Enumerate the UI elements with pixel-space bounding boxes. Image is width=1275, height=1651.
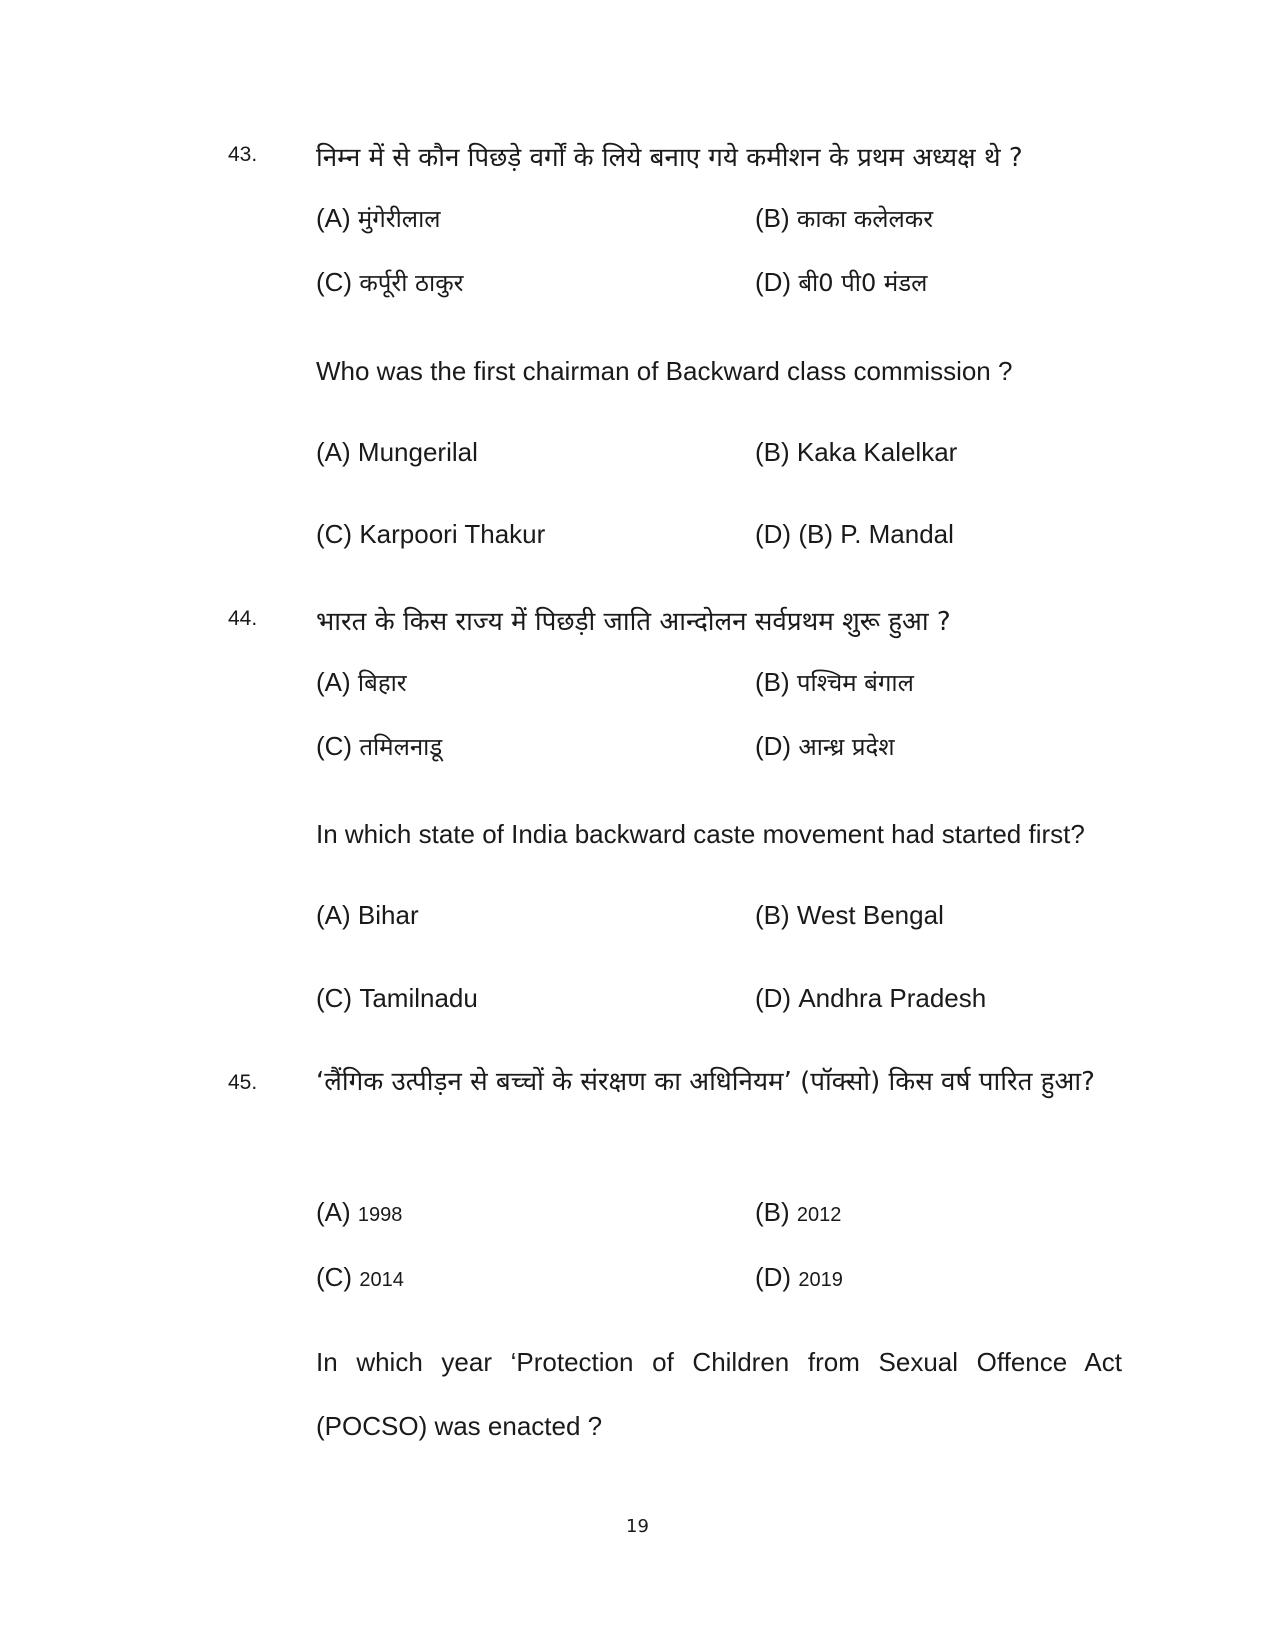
option-label: (C) (316, 1262, 353, 1292)
option-c (316, 1262, 404, 1293)
hindi-option-b (755, 202, 933, 235)
question-number: 43. (228, 143, 258, 166)
option-d (755, 1262, 843, 1293)
english-option-a (316, 900, 419, 931)
option-label: (D) (755, 519, 792, 549)
option-text: तमिलनाडू (359, 733, 443, 761)
option-label: (D) (755, 983, 792, 1013)
option-text: (B) P. Mandal (798, 519, 954, 549)
option-text: मुंगेरीलाल (357, 205, 441, 233)
option-text: Tamilnadu (359, 983, 478, 1013)
option-text: 2019 (798, 1269, 843, 1291)
hindi-option-d (755, 266, 927, 299)
option-text: आन्ध्र प्रदेश (798, 733, 895, 761)
english-option-c (316, 519, 545, 550)
option-text: Mungerilal (357, 437, 478, 467)
english-option-a (316, 437, 478, 468)
option-label: (B) (755, 203, 790, 233)
option-text: Andhra Pradesh (798, 983, 987, 1013)
option-label: (D) (755, 1262, 792, 1292)
option-label: (A) (316, 1197, 351, 1227)
option-text: कर्पूरी ठाकुर (359, 269, 464, 297)
page-number: 19 (626, 1516, 649, 1537)
hindi-option-c (316, 730, 442, 763)
question-english-text: In which state of India backward caste movement had started first? (316, 819, 1085, 849)
hindi-option-d (755, 730, 895, 763)
option-label: (B) (755, 1197, 790, 1227)
question-hindi-text: निम्न में से कौन पिछड़े वर्गों के लिये बनाए गये कमीशन के प्रथम अध्यक्ष थे ? (316, 143, 1023, 173)
hindi-option-c (316, 266, 463, 299)
english-option-d (755, 983, 986, 1014)
option-label: (D) (755, 731, 792, 761)
question-number: 45. (228, 1071, 258, 1094)
option-label: (A) (316, 437, 351, 467)
option-text: 2012 (796, 1204, 842, 1226)
english-option-b (755, 900, 944, 931)
hindi-option-b (755, 666, 914, 699)
question-hindi-text: ‘लैंगिक उत्पीड़न से बच्चों के संरक्षण का अधिनियम’ (पॉक्सो) किस वर्ष पारित हुआ? (316, 1067, 1095, 1097)
option-text: बिहार (357, 669, 407, 697)
option-label: (A) (316, 203, 351, 233)
option-label: (B) (755, 437, 790, 467)
option-label: (B) (755, 900, 790, 930)
option-label: (B) (755, 667, 790, 697)
question-hindi-text: भारत के किस राज्य में पिछड़ी जाति आन्दोलन सर्वप्रथम शुरू हुआ ? (316, 607, 951, 637)
option-text: West Bengal (796, 900, 944, 930)
option-label: (A) (316, 667, 351, 697)
option-label: (C) (316, 267, 353, 297)
option-a (316, 1197, 402, 1228)
option-label: (C) (316, 731, 353, 761)
option-label: (C) (316, 519, 353, 549)
hindi-option-a (316, 202, 441, 235)
option-text: Karpoori Thakur (359, 519, 546, 549)
question-english-text: In which year ‘Protection of Children from Sexual Offence Act (POCSO) was enacted ? (316, 1347, 1122, 1441)
english-option-b (755, 437, 957, 468)
option-b (755, 1197, 841, 1228)
question-number: 44. (228, 607, 258, 630)
option-label: (A) (316, 900, 351, 930)
option-text: काका कलेलकर (796, 205, 934, 233)
hindi-option-a (316, 666, 407, 699)
option-label: (D) (755, 267, 792, 297)
option-text: बी0 पी0 मंडल (798, 269, 928, 297)
question-english-text: Who was the first chairman of Backward class commission ? (316, 356, 1013, 386)
option-text: पश्चिम बंगाल (796, 669, 914, 697)
english-option-c (316, 983, 478, 1014)
english-option-d (755, 519, 954, 550)
option-text: Kaka Kalelkar (796, 437, 958, 467)
option-label: (C) (316, 983, 353, 1013)
option-text: Bihar (357, 900, 419, 930)
option-text: 2014 (359, 1269, 404, 1291)
option-text: 1998 (357, 1204, 403, 1226)
